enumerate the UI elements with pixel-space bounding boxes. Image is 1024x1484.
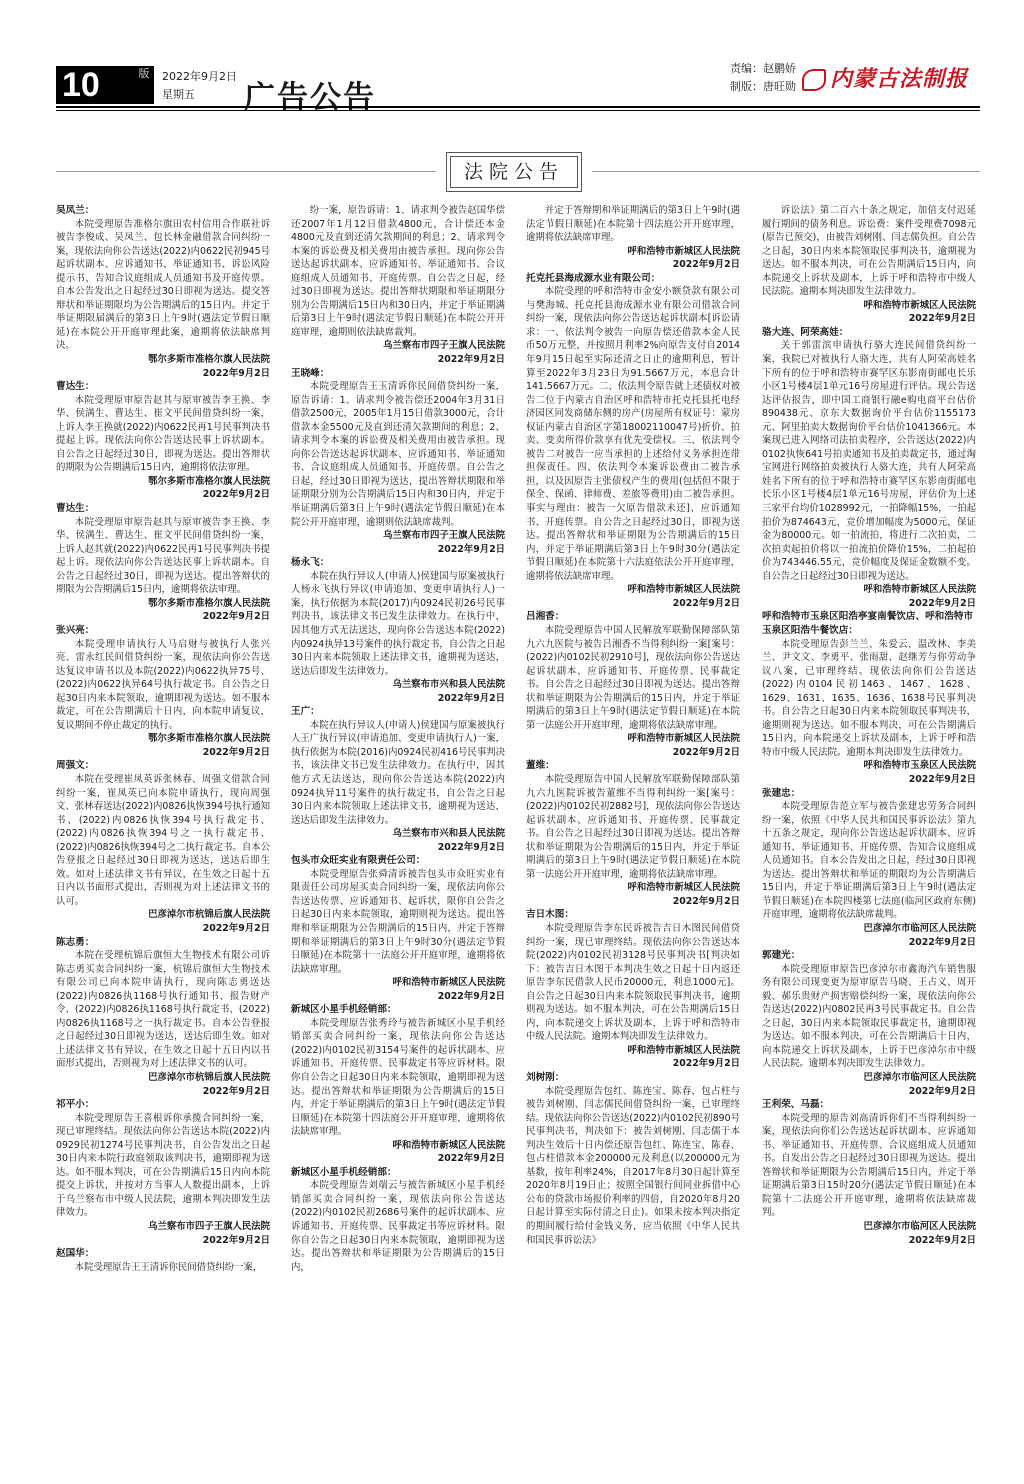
section-title: 广告公告: [244, 80, 376, 116]
ban-label: 版: [134, 66, 154, 104]
notice-body: 关于郭雷滨申请执行骆大连民间借贷纠纷一案，我院已对被执行人骆大连，共有人阿荣高娃名下所有的位于呼和浩特市赛罕区东影南街邮电长乐小区1号楼4层1单元16号房屋进行评估。现公告送达评估报告，即中国工商银行融e购电商平台估价890438元、京东大数据询价平台估价1155173元、阿里拍卖大数据询价平台估价1041366元。本案现已进入网络司法拍卖程序，公告送达(2022)内0102执恢641号拍卖通知书及拍卖裁定书，通过淘宝网进行网络拍卖被执行人骆大连，共有人阿荣高娃名下所有的位于呼和浩特市赛罕区东影南街邮电长乐小区1号楼4层1单元16号房屋，评估价为上述三家平台均价1028992元，一拍降幅15%，一拍起拍价为874643元，竞价增加幅度为5000元，保证金为80000元。如一拍流拍，将进行二次拍卖，二次拍卖起拍价将以一拍流拍价降价15%，二拍起拍价为743446.55元，竞价幅度及保证金数额不变。自公告之日起经过30日即视为送达。: [762, 340, 976, 582]
notice-item: [762, 949, 976, 1098]
banner-title: 法院公告: [450, 156, 578, 188]
notice-title: 曹达生：: [56, 503, 95, 515]
notice-title: 陈志勇：: [56, 936, 95, 948]
notice-item: [526, 1071, 740, 1247]
notice-title: 祁平小：: [56, 1099, 95, 1111]
notice-body: 本院受理原告彭兰兰、朱爱云、温改林、李美兰、尹文文、李勇平、张雨甜、赵继芳与你劳动争议八案，已审理终结。现依法向你们公告送达(2022)内0104民初1463、1467、1628、1629、1631、1635、1636、1638号民事判决书。自公告之日起30日内来本院领取民事判决书，逾期则视为送达。如不服本判决，可在公告期满后15日内，向本院递交上诉状及副本，上诉于呼和浩特市中级人民法院。逾期本判决即发生法律效力。: [762, 638, 976, 758]
notice-title: 周强文：: [56, 760, 95, 772]
notice-body: 本院受理原告王王清诉你民间借贷纠纷一案，: [74, 1261, 263, 1273]
notice-body: 本院受理的原告刘高清诉你们不当得利纠纷一案，现依法向你们公告送达起诉状副本、应诉通知书、举证通知书、开庭传票、合议庭组成人员通知书。自发出公告之日起经过30日即视为送达。提出答辩状和举证期限为公告期满后15日内，并定于举证期满后第3日15时20分(遇法定节假日顺延)在本院第十二法庭公开开庭审理，逾期将依法缺席裁判。: [762, 1112, 976, 1219]
notice-body: 本院在执行异议人(申请人)侯建国与原案被执行人杨永飞执行异议(申请追加、变更申请执行人)一案，执行依据为本院(2017)内0924民初26号民事判决书，该法律文书已发生法律效力。在执行中，因其他方式无法送达，现向你公告送达本院(2022)内0924执异13号案件的执行裁定书，自公告之日起30日内来本院领取上述法律文书，逾期视为送达，送达后即发生法律效力。: [291, 570, 505, 677]
notice-title: 骆大连、阿荣高娃：: [762, 326, 849, 338]
notice-item: [762, 1098, 976, 1247]
notice-court: 呼和浩特市新城区人民法院: [627, 245, 740, 257]
notice-item: [56, 1247, 270, 1274]
notice-date: 2022年9月2日: [437, 354, 505, 366]
notice-body: 本院受理原告张舜清诉被告包头市众旺实业有限责任公司房屋买卖合同纠纷一案，现依法向你公告送达传票、应诉通知书、起诉状，限你自公告之日起30日内来本院领取，逾期则视为送达。提出答辩和举证期限为公告期满后的15日内，并定于答辩期和举证期满后的第3日上午9时30分(遇法定节假日顺延)在本院第十一法庭公开开庭审理，逾期将依法缺席审理。: [291, 868, 505, 975]
notice-date: 2022年9月2日: [672, 895, 740, 907]
notice-title: 吴凤兰：: [56, 205, 95, 216]
notice-item: [56, 759, 270, 935]
notice-date: 2022年9月2日: [672, 597, 740, 609]
notice-date: 2022年9月2日: [672, 259, 740, 271]
notice-body: 并定于答辩期和举证期满后的第3日上午9时(遇法定节假日顺延)在本院第十四法庭公开开庭审理，逾期将依法缺席审理。: [526, 205, 740, 244]
notice-date: 2022年9月2日: [437, 1153, 505, 1165]
notice-title: 新城区小星手机经销部：: [291, 1166, 397, 1178]
notice-item: [762, 787, 976, 950]
notice-item: [762, 610, 976, 786]
notice-court: 巴彦淖尔市杭锦后旗人民法院: [148, 909, 270, 921]
notice-court: 乌兰察布市四子王旗人民法院: [148, 1221, 270, 1233]
notice-title: 包头市众旺实业有限责任公司：: [291, 855, 426, 867]
notice-date: 2022年9月2日: [908, 1085, 976, 1097]
notice-title: 王利荣、马磊：: [762, 1099, 830, 1111]
notice-body: 本院受理的呼和浩特市金安小额贷款有限公司与樊海城、托克托县海成源水业有限公司借款合同纠纷一案，现依法向你公告送达起诉状副本[诉讼请求：一、依法判令被告一向原告偿还借款本金人民币50万元整，并按照月利率2%向原告支付自2014年9月15日起至实际还清之日止的逾期利息，暂计算至2022年3月23日为91.5667万元，本息合计141.5667万元。二、依法判令原告就上述债权对被告二位于内蒙古自治区呼和浩特市托克托县托电经济园区同发商储东侧的房产(房屋所有权证号：蒙房权证内蒙古自治区字第18002110047号)折价、拍卖、变卖所得价款享有优先受偿权。三、依法判令被告二对被告一应当承担的上述给付义务承担连带担保责任。四、依法判令本案诉讼费由二被告承担，以及因原告主张债权产生的费用(包括但不限于保全、保函、律师费、差旅等费用)由二被告承担。事实与理由：被告一欠原告借款未还]、应诉通知书、开庭传票。自公告之日起经过30日，即视为送达。提出答辩状和举证期限为公告期满后的15日内，并定于举证期满后第3日上午9时30分(遇法定节假日顺延)在本院第十六法庭依法公开开庭审理，逾期将依法缺席审理。: [526, 286, 740, 582]
notice-date: 2022年9月2日: [202, 367, 270, 379]
notice-date: 2022年9月2日: [202, 1085, 270, 1097]
logo-text: 内蒙古法制报: [830, 66, 969, 92]
notice-date: 2022年9月2日: [908, 313, 976, 325]
notice-title: 郭建光：: [762, 950, 801, 962]
notice-title: 新城区小星手机经销部：: [291, 1004, 397, 1016]
layout-credit: 制版：唐旺勋: [730, 80, 796, 93]
notice-court: 巴彦淖尔市杭锦后旗人民法院: [148, 1072, 270, 1083]
notice-item: [526, 908, 740, 1071]
notice-date: 2022年9月2日: [202, 611, 270, 623]
notice-date: 2022年9月2日: [437, 543, 505, 555]
notice-court: 巴彦淖尔市临河区人民法院: [863, 922, 976, 934]
notice-date: 2022年9月2日: [672, 746, 740, 758]
notice-date: 2022年9月2日: [437, 990, 505, 1002]
notice-column-3: [526, 204, 740, 1476]
notice-item: [526, 204, 740, 272]
notice-court: 呼和浩特市新城区人民法院: [627, 1044, 740, 1056]
issue-date: 2022年9月2日: [162, 70, 237, 83]
notice-date: 2022年9月2日: [437, 841, 505, 853]
notice-body: 本院在受理崔凤英诉张林春、周强文借款合同纠纷一案，崔凤英已向本院申请执行，现向周强文、张林春送达(2022)内0826执恢394号执行通知书、(2022)内0826执恢394号执行裁定书、(2022)内0826执恢394号之一执行裁定书、(2022)内0826执恢394号之二执行裁定书。自本公告登报之日起经过30日即视为送达，送达后即生效。如对上述法律文书有异议，在生效之日起十五日内以书面形式提出，否则视为对上述法律文书的认可。: [56, 773, 270, 907]
notice-date: 2022年9月2日: [437, 692, 505, 704]
notice-item: [291, 367, 505, 557]
section-banner: [446, 152, 582, 192]
notice-title: 王晓峰：: [291, 367, 330, 379]
notice-court: 乌兰察布市四子王旗人民法院: [383, 340, 505, 352]
banner-rule-left: [56, 171, 436, 172]
notice-court: 呼和浩特市新城区人民法院: [392, 1139, 505, 1151]
page-header: [56, 56, 980, 116]
notice-item: [291, 854, 505, 1003]
notice-item: [291, 556, 505, 705]
notice-title: 王广：: [291, 706, 320, 718]
header-rule-thin: [56, 110, 980, 111]
notice-title: 杨永飞：: [291, 557, 330, 569]
notice-date: 2022年9月2日: [202, 489, 270, 501]
notice-court: 鄂尔多斯市准格尔旗人民法院: [148, 733, 270, 745]
notice-item: [762, 326, 976, 610]
notice-item: [526, 759, 740, 908]
notice-body: 本院在执行异议人(申请人)侯建国与原案被执行人王广执行异议(申请追加、变更申请执行人)一案，执行依据为本院(2016)内0924民初416号民事判决书，该法律文书已发生法律效力。在执行中，因其他方式无法送达，现向你公告送达本院(2022)内0924执异11号案件的执行裁定书，自公告之日起30日内来本院领取上述法律文书，逾期视为送达，送达后即发生法律效力。: [291, 719, 505, 826]
notice-court: 呼和浩特市新城区人民法院: [863, 299, 976, 311]
notice-item: [762, 204, 976, 326]
notice-title: 吉日木图：: [526, 909, 574, 921]
notice-court: 呼和浩特市玉泉区人民法院: [863, 760, 976, 772]
notice-item: [291, 705, 505, 854]
notice-body: 本院受理原告王玉清诉你民间借贷纠纷一案，原告诉请：1、请求判令被告偿还2004年3月31日借款2500元，2005年1月15日借款3000元，合计借款本金5500元及直到还清欠款期间的利息；2、请求判令本案的诉讼费及相关费用由被告承担。现向你公告送达起诉状副本、应诉通知书、举证通知书、合议庭组成人员通知书、开庭传票。自公告之日起，经过30日即视为送达，提出答辩状期限和举证期限分别为公告期满后15日内和30日内，并定于举证期满后第3日上午9时(遇法定节假日顺延)在本院公开开庭审理，逾期则依法缺席裁判。: [291, 381, 505, 528]
notice-body: 本院受理申请执行人马启财与被执行人张兴亮、雷永红民间借贷纠纷一案，现依法向你公告送达复议申请书以及本院(2022)内0622执异75号、(2022)内0622执异64号执行裁定书。自公告之日起30日内来本院领取，逾期即视为送达。如不服本裁定，可在公告期满后十日内，向本院申请复议，复议期间不停止裁定的执行。: [56, 638, 270, 731]
notice-title: 赵国华：: [56, 1248, 95, 1260]
notice-court: 鄂尔多斯市准格尔旗人民法院: [148, 354, 270, 366]
notice-court: 乌兰察布市兴和县人民法院: [392, 828, 505, 840]
notice-body: 本院受理原告李东民诉被告吉日木图民间借贷纠纷一案，现已审理终结。现依法向你公告送达本院(2022)内0102民初3128号民事判决书[判决如下：被告吉日木图于本判决生效之日起十日内返还原告李东民借款人民币20000元，利息1000元]。自公告之日起30日内来本院领取民事判决书，逾期则视为送达。如不服本判决，可在公告期满后15日内，向本院递交上诉状及副本，上诉于呼和浩特市中级人民法院。逾期本判决即发生法律效力。: [526, 922, 740, 1043]
notice-date: 2022年9月2日: [202, 746, 270, 758]
newspaper-logo: [802, 62, 968, 93]
notice-body: 本院受理原告张秀玲与被告新城区小星手机经销部买卖合同纠纷一案，现依法向你公告送达(2022)内0102民初3154号案件的起诉状副本、应诉通知书、开庭传票、民事裁定书等应诉材料。限你自公告之日起30日内来本院领取，逾期即视为送达。提出答辩状和举证期限为公告期满后的15日内，并定于举证期满后的第3日上午9时(遇法定节假日顺延)在本院第十四法庭公开开庭审理，逾期将依法缺席审理。: [291, 1017, 505, 1138]
notice-title: 刘树刚：: [526, 1072, 565, 1083]
notice-court: 呼和浩特市新城区人民法院: [863, 584, 976, 596]
notice-body: 本院受理原审原告赵其与原审被告李王换、李华、侯满生、曹达生、崔文平民间借贷纠纷一案，上诉人李王换就(2022)内0622民再1号民事判决书提起上诉。现依法向你公告送达民事上诉状副本。自公告之日起经过30日，即视为送达。提出答辩状的期限为公告期满后15日内，逾期将依法审理。: [56, 394, 270, 474]
notice-item: [291, 1166, 505, 1274]
notice-body: 本院受理原告中国人民解放军联勤保障部队第九六九医院与被告吕湘香不当得利纠纷一案[案号：(2022)内0102民初2910号]，现依法向你公告送达起诉状副本、应诉通知书、开庭传票、民事裁定书。自公告之日起经过30日即视为送达。提出答辩状和举证期限为公告期满后的15日内，并定于举证期满后的第3日上午9时(遇法定节假日顺延)在本院第一法庭公开开庭审理，逾期将依法缺席审理。: [526, 624, 740, 731]
notice-body: 本院受理原告中国人民解放军联勤保障部队第九六九医院诉被告董维不当得利纠纷一案[案号：(2022)内0102民初2882号]，现依法向你公告送达起诉状副本、应诉通知书、开庭传票、民事裁定书。自公告之日起经过30日即视为送达。提出答辩状和举证期限为公告期满后的15日内，并定于举证期满后的第3日上午9时(遇法定节假日顺延)在本院第一法庭公开开庭审理，逾期将依法缺席审理。: [526, 773, 740, 880]
editor-credit: 责编：赵鹏娇: [730, 62, 796, 75]
logo-icon: [802, 69, 826, 91]
notice-title: 托克托县海成源水业有限公司：: [526, 272, 661, 284]
notice-court: 呼和浩特市新城区人民法院: [627, 584, 740, 596]
notice-column-4: [762, 204, 976, 1476]
notice-body: 本院受理原审原告赵其与原审被告李王换、李华、侯满生、曹达生、崔文平民间借贷纠纷一案，上诉人赵其就(2022)内0622民再1号民事判决书提起上诉。现依法向你公告送达民事上诉状副本。自公告之日起经过30日，即视为送达。提出答辩状的期限为公告期满后15日内，逾期将依法审理。: [56, 516, 270, 596]
notice-court: 鄂尔多斯市准格尔旗人民法院: [148, 597, 270, 609]
notice-body: 本院受理原告刘端云与被告新城区小星手机经销部买卖合同纠纷一案，现依法向你公告送达(2022)内0102民初2686号案件的起诉状副本、应诉通知书、开庭传票、民事裁定书等应诉材料。限你自公告之日起30日内来本院领取，逾期即视为送达。提出答辩状和举证期限为公告期满后的15日内，: [291, 1180, 505, 1273]
notice-court: 呼和浩特市新城区人民法院: [627, 882, 740, 894]
notice-item: [291, 204, 505, 367]
notice-date: 2022年9月2日: [908, 597, 976, 609]
notice-date: 2022年9月2日: [908, 773, 976, 785]
notice-title: 张兴亮：: [56, 624, 95, 636]
notice-column-1: [56, 204, 270, 1476]
notice-court: 呼和浩特市新城区人民法院: [627, 733, 740, 745]
notice-body: 本院受理原告包红、陈连宝、陈春、包占柱与被告刘树刚、闫志儒民间借贷纠纷一案，已审理终结。现依法向你公告送达(2022)内0102民初890号民事判决书，判决如下：被告刘树刚、闫志儒于本判决生效后十日内偿还原告包红、陈连宝、陈春、包占柱借款本金200000元及利息(以200000元为基数，按年利率24%，自2017年8月30日起计算至2020年8月19日止；按照全国银行间同业拆借中心公布的贷款市场报价利率的四倍，自2020年8月20日起计算至实际付清之日止)。如果未按本判决指定的期间履行给付金钱义务，应当依照《中华人民共和国民事诉讼法》: [526, 1085, 740, 1246]
notice-body: 本院受理原告准格尔旗田农村信用合作联社诉被告李俊成、吴凤兰、包长林金融借款合同纠纷一案，现依法向你公告送达(2022)内0622民初945号起诉状副本、应诉通知书、举证通知书、诉讼风险提示书、告知合议庭组成人员通知书及开庭传票。自本公告发出之日起经过30日即视为送达。提交答辩状和举证期限均为公告期满后的15日内。并定于举证期限届满后的第3日上午9时(遇法定节假日顺延)在本院公开开庭审理此案，逾期将依法缺席判决。: [56, 218, 270, 352]
notice-date: 2022年9月2日: [202, 1234, 270, 1246]
notice-court: 巴彦淖尔市临河区人民法院: [863, 1072, 976, 1083]
notice-item: [56, 1098, 270, 1247]
notice-title: 曹达生：: [56, 381, 95, 393]
notice-item: [56, 936, 270, 1099]
header-rule: [56, 106, 980, 108]
notice-body: 本院受理原告王喜根诉你承揽合同纠纷一案，现已审理终结。现依法向你公告送达本院(2022)内0929民初1274号民事判决书，自公告发出之日起30日内来本院行政庭领取该判决书，逾期即视为送达。如不服本判决，可在公告期满后15日内向本院提交上诉状，并按对方当事人人数提出副本，上诉于乌兰察布市中级人民法院，逾期本判决即发生法律效力。: [56, 1112, 270, 1219]
notice-column-2: [291, 204, 505, 1476]
notice-date: 2022年9月2日: [672, 1058, 740, 1070]
notice-title: 张建忠：: [762, 787, 801, 799]
notice-item: [56, 502, 270, 624]
notice-item: [526, 610, 740, 759]
notice-title: 吕湘香：: [526, 611, 565, 623]
notice-item: [526, 272, 740, 611]
notice-body: 本院在受理杭锦后旗恒大生物技术有限公司诉陈志勇买卖合同纠纷一案，杭锦后旗恒大生物技术有限公司已向本院申请执行，现向陈志勇送达(2022)内0826执1168号执行通知书、报告财产令、(2022)内0826执1168号执行裁定书、(2022)内0826执1168号之一执行裁定书。自本公告登报之日起经过30日即视为送达，送达后即生效。如对上述法律文书有异议，在生效之日起十五日内以书面形式提出，否则视为对上述法律文书的认可。: [56, 950, 270, 1070]
notice-court: 乌兰察布市兴和县人民法院: [392, 679, 505, 691]
notice-date: 2022年9月2日: [908, 1234, 976, 1246]
notice-court: 巴彦淖尔市临河区人民法院: [863, 1221, 976, 1233]
notice-date: 2022年9月2日: [202, 922, 270, 934]
notice-item: [56, 380, 270, 502]
notice-title: 呼和浩特市玉泉区阳浩亭宴南餐饮店、呼和浩特市玉泉区阳浩牛餐饮店：: [762, 611, 974, 636]
notice-body: 本院受理原审原告巴彦淖尔市鑫海汽车销售服务有限公司现变更为原审原告马晓、王占义、周开毅、郝乐贵财产损害赔偿纠纷一案，现依法向你公告送达(2022)内0802民再3号民事裁定书。自公告之日起，30日内来本院领取民事裁定书，逾期即视为送达。如不服本判决，可在公告期满后十日内，向本院递交上诉状及副本，上诉于巴彦淖尔市中级人民法院。逾期本判决即发生法律效力。: [762, 963, 976, 1070]
notice-body: 本院受理原告范立军与被告张建忠劳务合同纠纷一案，依照《中华人民共和国民事诉讼法》第九十五条之规定，现向你公告送达起诉状副本、应诉通知书、举证通知书、开庭传票，告知合议庭组成人员通知书。自本公告发出之日起，经过30日即视为送达。提出答辩状和举证的期限均为公告期满后15日内，并定于举证期满后第3日上午9时(遇法定节假日顺延)在本院四楼第七法庭(临河区政府东侧)开庭审理，逾期将依法缺席裁判。: [762, 801, 976, 921]
notice-date: 2022年9月2日: [908, 936, 976, 948]
notice-body: 诉讼法》第二百六十条之规定，加倍支付迟延履行期间的债务利息。诉讼费：案件受理费7098元(原告已预交)，由被告刘树刚、闫志儒负担。自公告之日起，30日内来本院领取民事判决书，逾期视为送达。如不服本判决，可在公告期满后15日内，向本院递交上诉状及副本，上诉于呼和浩特市中级人民法院。逾期本判决即发生法律效力。: [762, 205, 976, 298]
banner-rule-right: [592, 171, 980, 172]
notice-court: 鄂尔多斯市准格尔旗人民法院: [148, 475, 270, 487]
issue-weekday: 星期五: [162, 88, 195, 101]
notice-court: 乌兰察布市四子王旗人民法院: [383, 530, 505, 542]
notice-court: 呼和浩特市新城区人民法院: [392, 977, 505, 989]
notice-body: 纷一案，原告诉请：1、请求判令被告赵国华偿还2007年1月12日借款4800元，合计偿还本金4800元及直到还清欠款期间的利息；2、请求判令本案的诉讼费及相关费用由被告承担。现向你公告送达起诉状副本、应诉通知书、举证通知书、合议庭组成人员通知书、开庭传票。自公告之日起，经过30日即视为送达。提出答辩状期限和举证期限分别为公告期满后15日内和30日内，并定于举证期满后第3日上午9时(遇法定节假日顺延)在本院公开开庭审理，逾期则依法缺席裁判。: [291, 205, 505, 338]
notice-item: [56, 624, 270, 759]
notice-title: 董维：: [526, 760, 555, 772]
notice-item: [291, 1003, 505, 1166]
page-number: 10: [56, 66, 138, 104]
notice-item: [56, 204, 270, 380]
